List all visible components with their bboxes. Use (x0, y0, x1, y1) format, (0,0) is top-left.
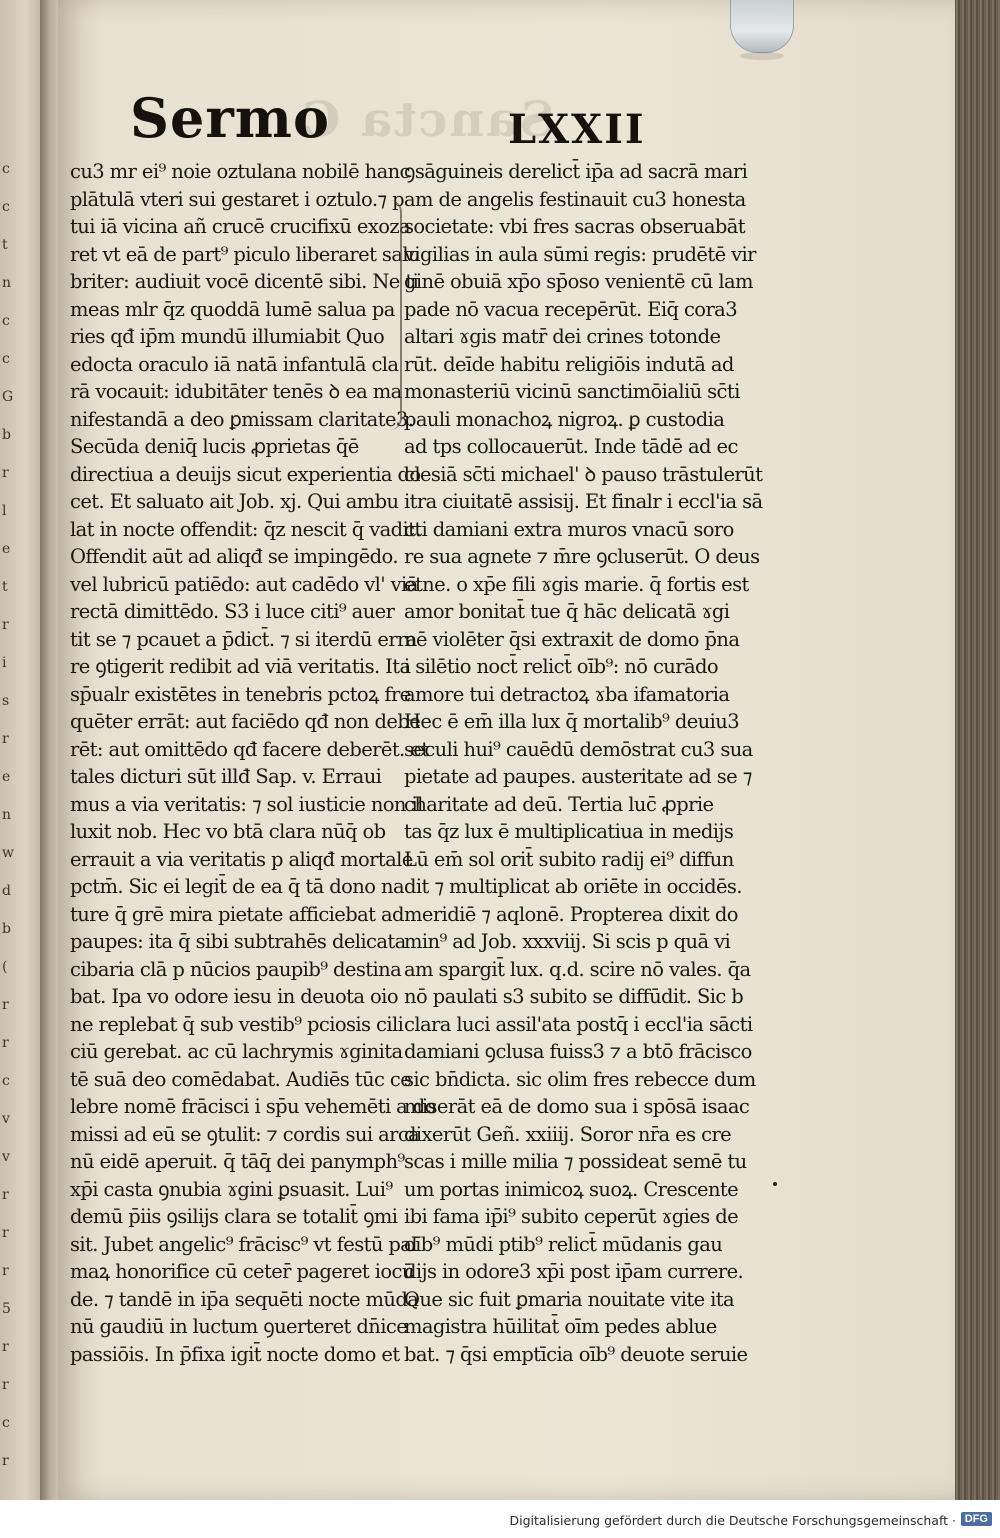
text-line: damiani ꝯclusa fuiss3 ⁊ a btō frācisco (404, 1040, 752, 1063)
text-line: sp̄ualr existētes in tenebris pctoꝝ fre (70, 682, 411, 706)
text-line: ad tps collocauerūt. Inde tādē ad ec (404, 435, 738, 458)
text-line: meridiē ⁊ aqlonē. Propterea dixit do (404, 902, 738, 926)
text-line: altari ɤgis matr̄ dei crines totonde (404, 325, 721, 348)
text-line: nū eidē aperuit. q̄ tāq̄ dei panymph⁹ (70, 1150, 405, 1173)
text-line: itra ciuitatē assisij. Et finalr i eccl'ia sā (404, 490, 763, 513)
text-line: amor bonitat̄ tue q̄ hāc delicatā ɤgi (404, 600, 730, 623)
text-line: passiōis. In p̄fixa igit̄ nocte domo et (70, 1342, 400, 1366)
text-line: meas mlr q̄z quoddā lumē salua pa (70, 297, 395, 321)
text-line: rectā dimittēdo. S3 i luce citi⁹ auer (70, 600, 395, 623)
page-edges (955, 0, 1000, 1500)
text-line: ꝯsāguineis derelict̄ ip̄a ad sacrā mari (404, 160, 748, 183)
text-line: sic bn̄dicta. sic olim fres rebecce dum (404, 1067, 756, 1091)
text-line: nū gaudiū in luctum ꝯuerteret dn̄ice (70, 1315, 408, 1338)
text-column-left (70, 158, 436, 1368)
text-line: missi ad eū se ꝯtulit: ⁊ cordis sui arca (70, 1122, 420, 1146)
footer-bar (0, 1500, 1000, 1538)
text-line: dijs in odore3 xp̄i post ip̄am currere. (404, 1260, 744, 1283)
text-line: sit. Jubet angelic⁹ frācisc⁹ vt festū pal (70, 1232, 417, 1256)
text-line: nifestandā a deo ꝑmissam claritate3. (70, 407, 414, 431)
header-title: Sermo (130, 86, 330, 150)
text-line: Offendit aūt ad aliqđ se impingēdo. (70, 545, 398, 568)
text-line: dit ⁊ multiplicat ab oriēte in occidēs. (404, 875, 742, 898)
text-line: am de angelis festinauit cu3 honesta (404, 187, 746, 211)
text-line: bat. ⁊ q̄si emptīcia oīb⁹ deuote seruie (404, 1342, 748, 1366)
text-line: paupes: ita q̄ sibi subtrahēs delicata (70, 930, 406, 953)
text-line: mus a via veritatis: ⁊ sol iusticie non il (70, 792, 423, 816)
text-line: magistra hūilitat̄ oīm pedes ablue (404, 1315, 717, 1338)
text-line: seculi hui⁹ cauēdū demōstrat cu3 sua (404, 737, 753, 761)
text-line: directiua a deuijs sicut experientia do (70, 462, 421, 486)
text-line: ibi fama ip̄i⁹ subito ceperūt ɤgies de (404, 1205, 739, 1228)
text-line: ret vt eā de part⁹ piculo liberaret salu (70, 242, 420, 266)
text-line: scas i mille milia ⁊ possideat semē tu (404, 1150, 747, 1173)
dfg-logo: DFG (961, 1512, 992, 1526)
text-line: i silētio noct̄ relict̄ oīb⁹: nō curādo (404, 655, 719, 678)
text-line: ciū gerebat. ac cū lachrymis ɤginita (70, 1040, 403, 1063)
text-line: lat in nocte offendit: q̄z nescit q̄ vadit. (70, 517, 422, 541)
text-line: um portas inimicoꝝ suoꝝ. Crescente (404, 1177, 739, 1201)
text-line: ture q̄ grē mira pietate afficiebat ad (70, 902, 404, 926)
text-line: bat. Ipa vo odore iesu in deuota oio (70, 985, 398, 1008)
text-line: ginē obuiā xp̄o sp̄oso venientē cū lam (404, 270, 753, 293)
page-clip (730, 0, 794, 53)
text-line: societate: vbi fres sacras obseruabāt (404, 215, 745, 238)
text-line: plātulā vteri sui gestaret i oztulo.⁊ p (70, 187, 404, 211)
text-line: Secūda deniq̄ lucis ꝓprietas q̄ē (70, 435, 359, 458)
text-line: Hec ē em̄ illa lux q̄ mortalib⁹ deuiu3 (404, 710, 740, 733)
text-line: maꝝ honorifice cū ceter̄ pageret iocū (70, 1260, 414, 1283)
text-line: tit se ⁊ pcauet a p̄dict̄. ⁊ si iterdū erra (70, 627, 417, 651)
text-line: Que sic fuit ꝑmaria nouitate vite ita (404, 1287, 735, 1311)
text-line: briter: audiuit vocē dicentē sibi. Ne ti (70, 270, 419, 293)
text-line: monasteriū vicinū sanctimōialiū sc̄ti (404, 380, 740, 403)
text-line: amore tui detractoꝝ ɤba ifamatoria (404, 682, 730, 706)
text-line: tas q̄z lux ē multiplicatiua in medijs (404, 820, 734, 843)
text-line: tales dicturi sūt illđ Sap. v. Erraui (70, 765, 382, 788)
text-line: lebre nomē frācisci i sp̄u vehemēti a do (70, 1095, 436, 1118)
text-line: miserāt eā de domo sua i spōsā isaac (404, 1095, 750, 1118)
text-line: ne replebat q̄ sub vestib⁹ pciosis cili (70, 1012, 404, 1036)
text-line: pietate ad paupes. austeritate ad se ⁊ (404, 765, 752, 788)
text-line: etne. o xp̄e fili ɤgis marie. q̄ fortis est (404, 572, 749, 596)
text-line: re sua agnete ⁊ m̄re ꝯcluserūt. O deus (404, 545, 760, 568)
text-line: xp̄i casta ꝯnubia ɤgini ꝑsuasit. Lui⁹ (70, 1177, 393, 1201)
running-header (130, 86, 670, 156)
text-line: tē suā deo comēdabat. Audiēs tūc ce (70, 1067, 412, 1091)
text-line: pauli monachoꝝ nigroꝝ. ꝑ custodia (404, 407, 725, 431)
text-line: tui iā vicina añ crucē crucifixū exoza (70, 215, 411, 238)
text-line: am spargit̄ lux. q.d. scire nō vales. q̄a (404, 957, 751, 981)
facing-page-text: c c t n c c G b r l e t r i s r e n w d b ( r r c v v r r r 5 r r c r (2, 161, 14, 1469)
text-line: cet. Et saluato ait Job. xj. Qui ambu (70, 490, 399, 513)
text-line: clara luci assil'ata postq̄ i eccl'ia sācti (404, 1012, 753, 1036)
text-line: charitate ad deū. Tertia luc̄ ꝓprie (404, 792, 714, 816)
text-line: quēter errāt: aut faciēdo qđ non debe (70, 710, 421, 733)
folio-number: LXXII (508, 106, 646, 153)
text-line: pade nō vacua recepērūt. Eiq̄ cora3 (404, 297, 737, 321)
text-line: rēt: aut omittēdo qđ facere deberēt. et (70, 737, 429, 761)
text-line: nō paulati s3 subito se diffūdit. Sic b (404, 985, 744, 1008)
text-line: rūt. deīde habitu religiōis indutā ad (404, 352, 734, 376)
text-line: oīb⁹ mūdi ptib⁹ relict̄ mūdanis gau (404, 1232, 723, 1256)
text-line: ries qđ ip̄m mundū illumiabit Quo (70, 325, 385, 348)
text-line: nē violēter q̄si extraxit de domo p̄na (404, 627, 740, 651)
text-line: vigilias in aula sūmi regis: prudētē vir (404, 242, 756, 266)
bleed-through-header: Sancta C (300, 92, 555, 148)
footer-credit: Digitalisierung gefördert durch die Deutsche Forschungsgemeinschaft · (509, 1513, 956, 1528)
text-line: pctm̄. Sic ei legit̄ de ea q̄ tā dono na (70, 875, 404, 898)
margin-bracket (388, 200, 402, 430)
text-line: errauit a via veritatis p aliqđ mortale (70, 847, 413, 871)
text-line: clesiā sc̄ti michael' ꝺ pauso trāstulerūt (404, 462, 763, 486)
text-line: demū p̄iis ꝯsilijs clara se totalit̄ ꝯmi (70, 1205, 398, 1228)
text-line: dixerūt Geñ. xxiiij. Soror nr̄a es cre (404, 1122, 732, 1146)
text-line: rā vocauit: idubitāter tenēs ꝺ ea ma (70, 380, 402, 403)
text-line: cu3 mr ei⁹ noie oztulana nobilē hanc (70, 160, 410, 183)
ink-mark (773, 1182, 777, 1186)
text-line: luxit nob. Hec vo btā clara nūq̄ ob (70, 820, 386, 843)
page-clip-shadow (740, 52, 784, 60)
text-line: cti damiani extra muros vnacū soro (404, 517, 734, 541)
text-line: cibaria clā p nūcios paupib⁹ destina (70, 957, 402, 981)
text-line: re ꝯtigerit redibit ad viā veritatis. Ita (70, 655, 411, 678)
text-line: vel lubricū patiēdo: aut cadēdo vl' viā (70, 572, 418, 596)
text-line: edocta oraculo iā natā infantulā cla (70, 352, 399, 376)
text-column-right (404, 158, 763, 1368)
text-line: Lū em̄ sol orit̄ subito radij ei⁹ diffun (404, 847, 734, 871)
text-line: min⁹ ad Job. xxxviij. Si scis p quā vi (404, 930, 731, 953)
text-line: de. ⁊ tandē in ip̄a sequēti nocte mūda (70, 1287, 419, 1311)
